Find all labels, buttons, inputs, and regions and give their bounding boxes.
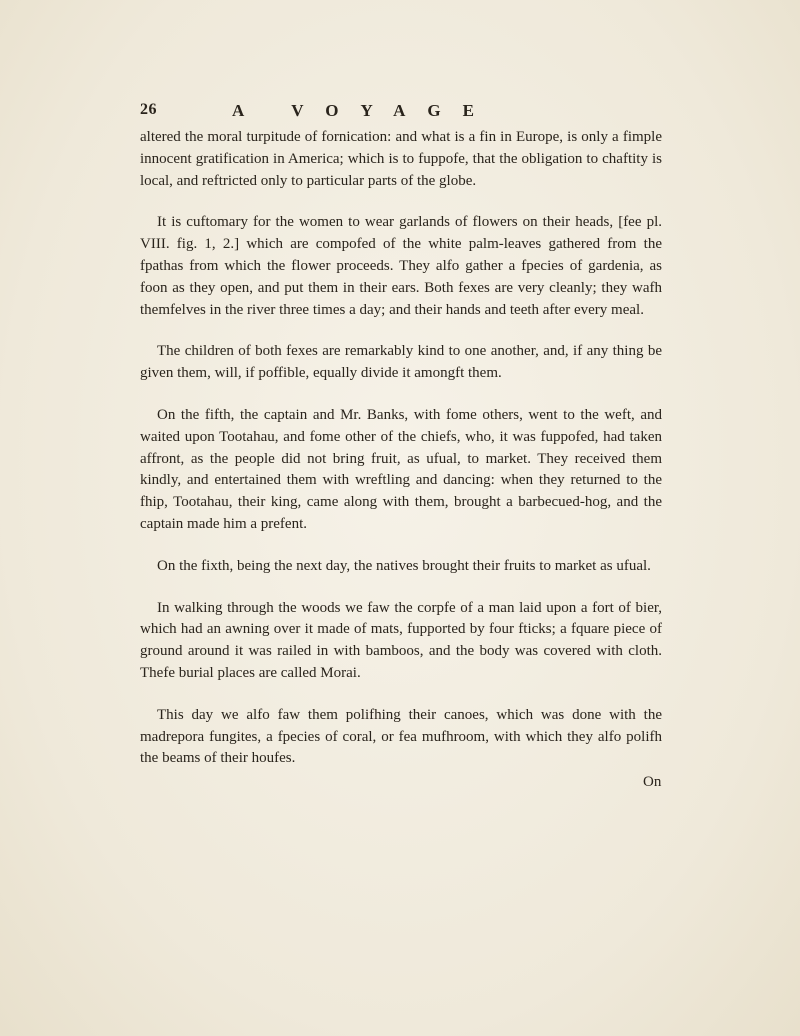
paragraph-2: It is cuftomary for the women to wear garlands of flowers on their heads, [fee pl. VIII. fig. 1, 2.] which are compofed of the white palm-leaves gathered from the fpathas from which the flower proceeds. They alfo gather a fpecies of gardenia, as foon as they open, and put them in their ears. Both fexes are very cleanly; they wafh themfelves in the river three times a day; and their hands and teeth after every meal. (140, 214, 662, 318)
page-number: 26 (140, 101, 157, 118)
paragraph-4: On the fifth, the captain and Mr. Banks, with fome others, went to the weft, and waited upon Tootahau, and fome other of the chiefs, who, it was fuppofed, had taken affront, as the people did not bring fruit, as ufual, to market. They received them kindly, and entertained them with wreftling and dancing: when they returned to the fhip, Tootahau, their king, came along with them, brought a barbecued-hog, and the captain made him a prefent. (140, 406, 662, 532)
paragraph-3: The children of both fexes are remarkably kind to one another, and, if any thing be given them, will, if poffible, equally divide it amongft them. (140, 343, 662, 382)
paragraph-5: On the fixth, being the next day, the natives brought their fruits to market as ufual. (157, 557, 651, 574)
body-text (140, 127, 662, 790)
paragraph-6: In walking through the woods we faw the corpfe of a man laid upon a fort of bier, which had an awning over it made of mats, fupported by four fticks; a fquare piece of ground around it was railed in with bamboos, and the body was covered with cloth. Thefe burial places are called Morai. (140, 599, 662, 681)
page-header (140, 101, 660, 123)
running-head: A VOYAGE (232, 101, 496, 120)
catchword: On (643, 774, 662, 790)
paragraph-7: This day we alfo faw them polifhing their canoes, which was done with the madrepora fungites, a fpecies of coral, or fea mufhroom, with which they alfo polifh the beams of their houfes. (140, 706, 662, 767)
paragraph-1: altered the moral turpitude of fornication: and what is a fin in Europe, is only a fimple innocent gratification in America; which is to fuppofe, that the obligation to chaftity is local, and reftricted only to particular parts of the globe. (140, 129, 662, 189)
